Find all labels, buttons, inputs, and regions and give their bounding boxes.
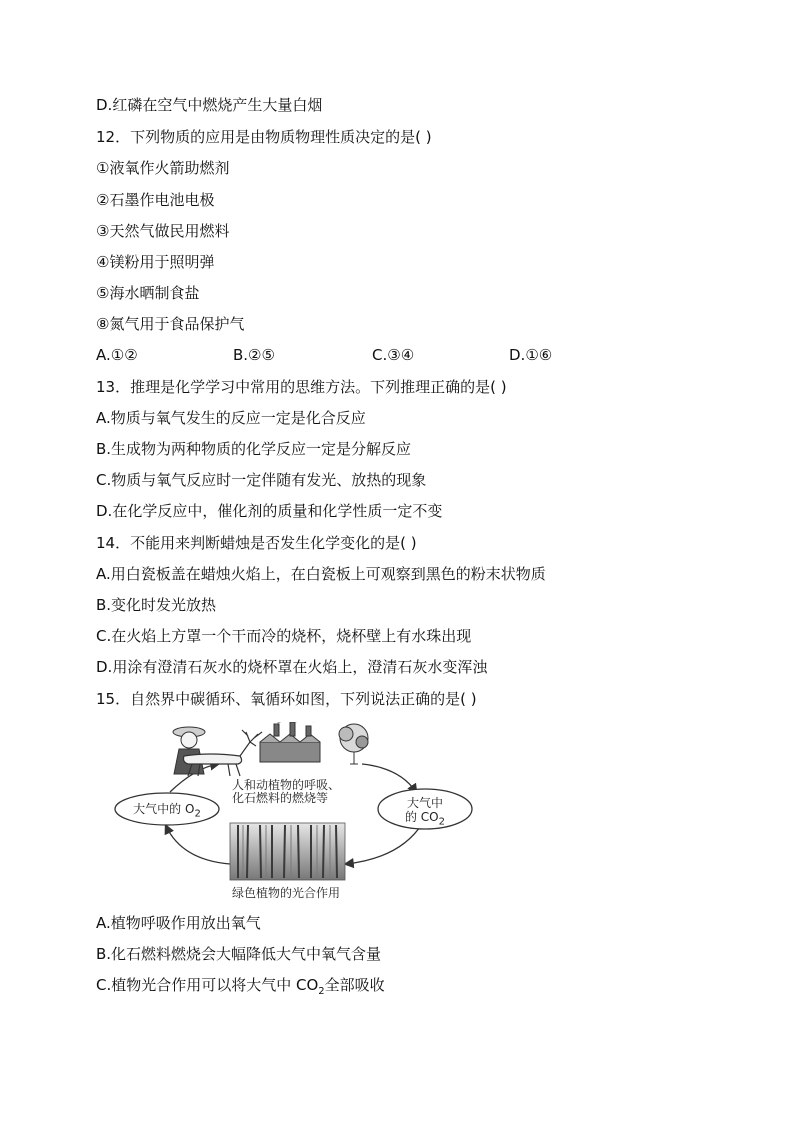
left-box-label: 大气中的 $O_2$: [133, 802, 201, 820]
q13-option-b: B.生成物为两种物质的化学反应一定是分解反应: [96, 440, 412, 458]
q14-option-d: D.用涂有澄清石灰水的烧杯罩在火焰上，澄清石灰水变浑浊: [96, 658, 488, 676]
q14-stem: 14．不能用来判断蜡烛是否发生化学变化的是( ): [96, 534, 417, 552]
arrow-right-to-bottom: [346, 824, 422, 864]
q12-item-4: ④镁粉用于照明弹: [96, 253, 215, 271]
q12-option-a: A.①②: [96, 346, 138, 364]
person-icon: [173, 727, 205, 774]
arrow-top-to-right: [362, 764, 416, 792]
q12-stem: 12．下列物质的应用是由物质物理性质决定的是( ): [96, 128, 432, 146]
q13-option-c: C.物质与氧气反应时一定伴随有发光、放热的现象: [96, 471, 427, 489]
factory-icon: [260, 722, 320, 762]
q14-option-a: A.用白瓷板盖在蜡烛火焰上，在白瓷板上可观察到黑色的粉末状物质: [96, 565, 546, 583]
q15-option-a: A.植物呼吸作用放出氧气: [96, 914, 261, 932]
q15-stem: 15．自然界中碳循环、氧循环如图，下列说法正确的是( ): [96, 690, 477, 708]
forest-photo: [230, 823, 345, 880]
q12-item-5: ⑤海水晒制食盐: [96, 284, 200, 302]
q12-item-2: ②石墨作电池电极: [96, 191, 215, 209]
q13-option-a: A.物质与氧气发生的反应一定是化合反应: [96, 409, 366, 427]
q15-option-b: B.化石燃料燃烧会大幅降低大气中氧气含量: [96, 945, 382, 963]
q12-option-c: C.③④: [372, 346, 415, 364]
q14-option-b: B.变化时发光放热: [96, 596, 217, 614]
q12-item-1: ①液氧作火箭助燃剂: [96, 159, 230, 177]
figure-top-label-2: 化石燃料的燃烧等: [232, 791, 329, 805]
q14-option-c: C.在火焰上方罩一个干而冷的烧杯，烧杯壁上有水珠出现: [96, 627, 472, 645]
q12-option-d: D.①⑥: [509, 346, 553, 364]
q12-option-b: B.②⑤: [233, 346, 275, 364]
q13-option-d: D.在化学反应中，催化剂的质量和化学性质一定不变: [96, 502, 443, 520]
q11-option-d: D.红磷在空气中燃烧产生大量白烟: [96, 96, 323, 114]
right-box-label-2: 的 $CO_2$: [404, 810, 445, 828]
right-box-label-1: 大气中: [406, 796, 443, 810]
tree-icon: [339, 724, 368, 764]
q12-item-6: ⑧氮气用于食品保护气: [96, 315, 245, 333]
figure-bottom-label: 绿色植物的光合作用: [232, 886, 341, 900]
cycle-diagram: [100, 722, 480, 904]
q12-options: [96, 345, 616, 365]
q13-stem: 13．推理是化学学习中常用的思维方法。下列推理正确的是( ): [96, 378, 507, 396]
q12-item-3: ③天然气做民用燃料: [96, 222, 230, 240]
q15-option-c: C.植物光合作用可以将大气中 $CO_2$全部吸收: [96, 976, 385, 997]
figure-top-label-1: 人和动植物的呼吸、: [232, 778, 341, 792]
arrow-bottom-to-left: [166, 826, 230, 864]
